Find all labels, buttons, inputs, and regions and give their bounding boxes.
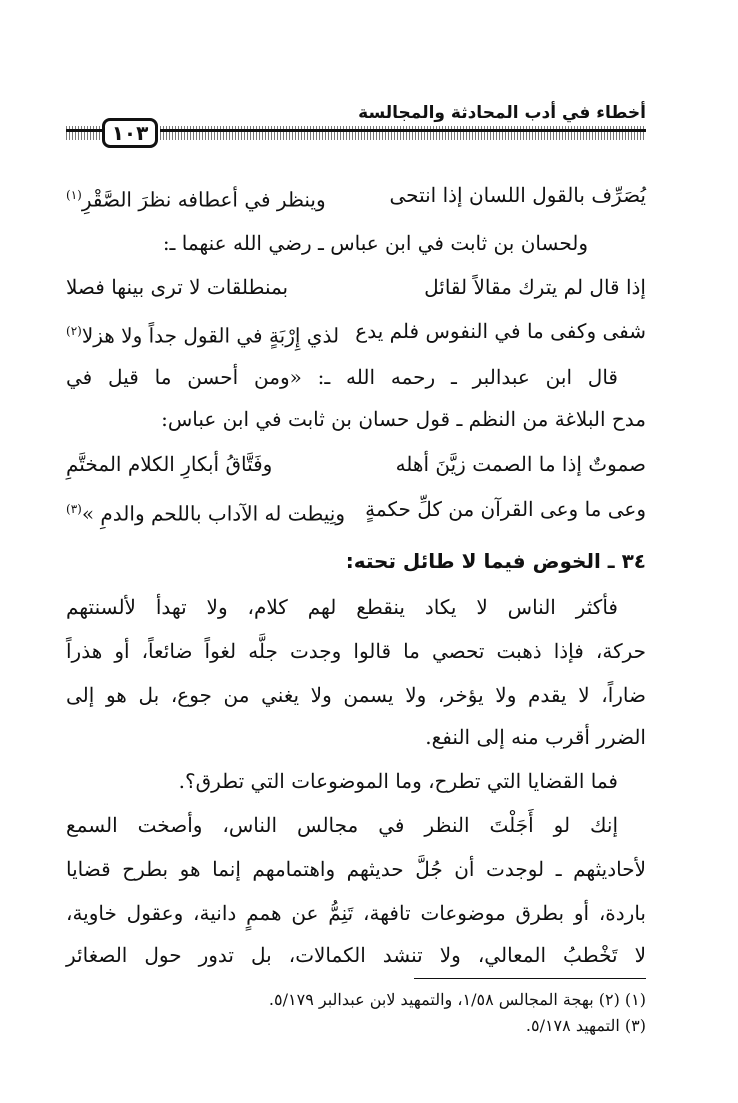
body-line-7: لأحاديثهم ـ لوجدت أن جُلَّ حديثهم واهتمامهم إنما هو بطرح قضايا (66, 857, 646, 881)
verse-5-first-hemistich: وعى ما وعى القرآن من كلِّ حكمةٍ (365, 497, 646, 521)
verse-3-first-hemistich: شفى وكفى ما في النفوس فلم يدع (355, 319, 646, 343)
verse-2-second-hemistich: بمنطلقات لا ترى بينها فصلا (66, 275, 289, 299)
header-rule-left (66, 126, 102, 140)
verse-1-first-hemistich: يُصَرِّف بالقول اللسان إذا انتحى (389, 183, 646, 207)
header-rule (160, 126, 646, 140)
body-line-5: فما القضايا التي تطرح، وما الموضوعات التي تطرق؟. (178, 769, 618, 793)
verse-3-second-hemistich: لذي إِرْبَةٍ في القول جداً ولا هزلا$^{(٢)}$ (66, 323, 340, 348)
page-number: ١٠٣ (102, 118, 158, 148)
verse-4-second-hemistich: وفَتَّاقُ أبكارِ الكلام المختَّمِ (66, 452, 273, 476)
section-heading: ٣٤ ـ الخوض فيما لا طائل تحته: (345, 549, 646, 573)
quote-intro-line-1: قال ابن عبدالبر ـ رحمه الله ـ: «ومن أحسن ما قيل في (66, 365, 618, 389)
body-line-3: ضاراً، لا يقدم ولا يؤخر، ولا يسمن ولا يغني من جوع، بل هو إلى (66, 683, 646, 707)
footnote-rule (414, 978, 646, 979)
body-line-2: حركة، فإذا ذهبت تحصي ما قالوا وجدت جلَّه لغواً ضائعاً، أو هذراً (66, 639, 646, 663)
verse-1-second-hemistich: وينظر في أعطافه نظرَ الصَّقْرِ$^{(١)}$ (66, 187, 326, 212)
body-line-8: باردة، أو بطرق موضوعات تافهة، تَنِمُّ عن هممٍ دانية، وعقول خاوية، (66, 901, 646, 925)
running-head-title: أخطاء في أدب المحادثة والمجالسة (358, 103, 646, 123)
verse-2-first-hemistich: إذا قال لم يترك مقالاً لقائل (424, 275, 646, 299)
intro-hassan: ولحسان بن ثابت في ابن عباس ـ رضي الله عنهما ـ: (162, 231, 588, 255)
footnote-1-2: (١) (٢) بهجة المجالس ١/٥٨، والتمهيد لابن عبدالبر ٥/١٧٩. (268, 990, 646, 1009)
body-line-6: إنك لو أَجَلْتَ النظر في مجالس الناس، وأصخت السمع (66, 813, 618, 837)
body-line-1: فأكثر الناس لا يكاد ينقطع لهم كلام، ولا تهدأ لألسنتهم (66, 595, 618, 619)
verse-5-second-hemistich: ونِيطت له الآداب باللحم والدمِ »$^{(٣)}$ (66, 501, 346, 526)
footnote-3: (٣) التمهيد ٥/١٧٨. (525, 1016, 646, 1035)
quote-intro-line-2: مدح البلاغة من النظم ـ قول حسان بن ثابت في ابن عباس: (161, 407, 646, 431)
footnote-ref-2: (٢) (66, 324, 82, 338)
footnote-ref-1: (١) (66, 188, 82, 202)
verse-4-first-hemistich: صموتٌ إذا ما الصمت زيَّنَ أهله (395, 452, 646, 476)
body-line-9: لا تَخْطبُ المعالي، ولا تنشد الكمالات، بل تدور حول الصغائر (66, 943, 646, 967)
body-line-4: الضرر أقرب منه إلى النفع. (425, 725, 646, 749)
footnote-ref-3: (٣) (66, 502, 82, 516)
